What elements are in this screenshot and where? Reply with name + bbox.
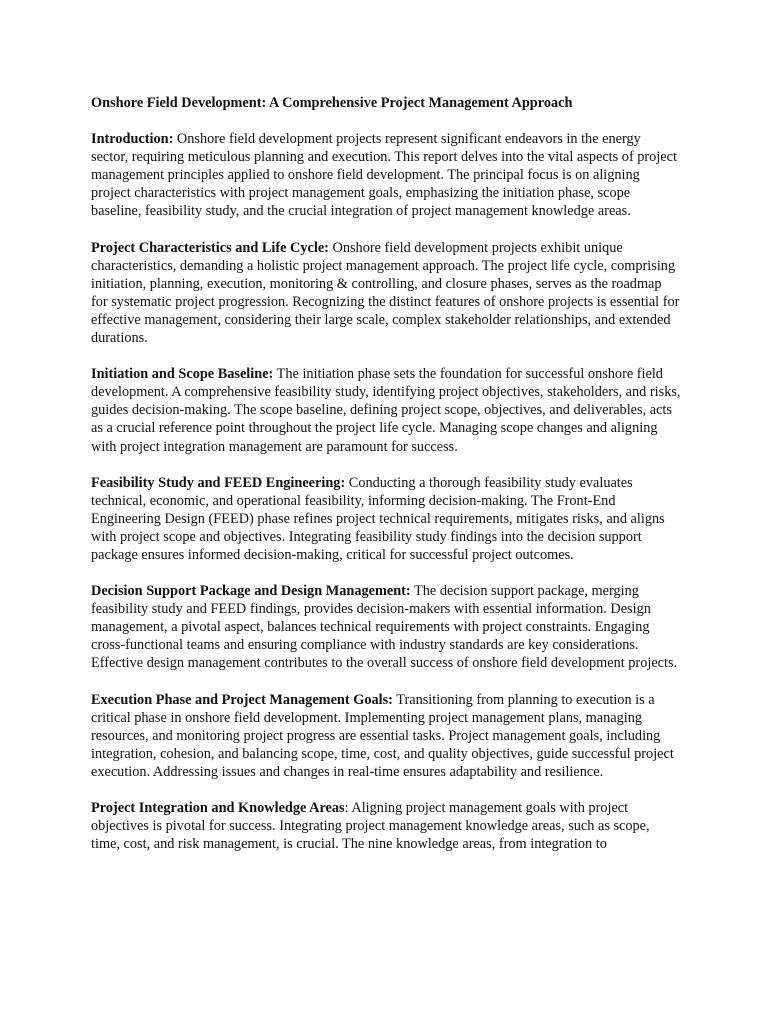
section-initiation-scope <box>91 365 681 455</box>
section-body: Onshore field development projects exhibit unique characteristics, demanding a holistic project management approach. The project life cycle, comprising initiation, planning, execution, monitoring & controlling, and closure phases, serves as the roadmap for systematic project progression. Recognizing the distinct features of onshore projects is essential for effective management, considering their large scale, complex stakeholder relationships, and extended durations. <box>91 239 680 347</box>
section-body: The initiation phase sets the foundation for successful onshore field development. A comprehensive feasibility study, identifying project objectives, stakeholders, and risks, guides decision-making. The scope baseline, defining project scope, objectives, and deliverables, acts as a crucial reference point throughout the project life cycle. Managing scope changes and aligning with project integration management are paramount for success. <box>91 366 681 455</box>
section-body: : Aligning project management goals with project objectives is pivotal for success. Integrating project management knowledge areas, such as scope, time, cost, and risk management, is crucial. The nine knowledge areas, from integration to <box>91 800 650 853</box>
section-heading: Project Characteristics and Life Cycle: <box>91 239 329 256</box>
section-body: Onshore field development projects represent significant endeavors in the energy sector, requiring meticulous planning and execution. This report delves into the vital aspects of project management principles applied to onshore field development. The principal focus is on aligning project characteristics with project management goals, emphasizing the initiation phase, scope baseline, feasibility study, and the crucial integration of project management knowledge areas. <box>91 131 677 220</box>
section-heading: Project Integration and Knowledge Areas <box>91 800 345 816</box>
section-introduction <box>91 130 681 220</box>
section-integration-knowledge <box>91 799 681 853</box>
section-body: The decision support package, merging feasibility study and FEED findings, provides decision-makers with essential information. Design management, a pivotal aspect, balances technical requirements with project constraints. Engaging cross-functional teams and ensuring compliance with industry standards are key considerations. Effective design management contributes to the overall success of onshore field development projects. <box>91 583 678 672</box>
section-execution-phase <box>91 691 681 781</box>
section-heading: Initiation and Scope Baseline: <box>91 366 274 383</box>
document-title: Onshore Field Development: A Comprehensive Project Management Approach <box>91 95 573 111</box>
document-page <box>91 94 681 871</box>
section-project-characteristics <box>91 239 681 348</box>
section-heading: Execution Phase and Project Management Goals: <box>91 691 393 708</box>
section-heading: Introduction: <box>91 131 174 148</box>
section-body: Conducting a thorough feasibility study evaluates technical, economic, and operational feasibility, informing decision-making. The Front-End Engineering Design (FEED) phase refines project technical requirements, mitigates risks, and aligns with project scope and objectives. Integrating feasibility study findings into the decision support package ensures informed decision-making, critical for successful project outcomes. <box>91 474 665 563</box>
section-feasibility-feed <box>91 474 681 564</box>
section-body: Transitioning from planning to execution is a critical phase in onshore field development. Implementing project management plans, managing resources, and monitoring project progress are essential tasks. Project management goals, including integration, cohesion, and balancing scope, time, cost, and quality objectives, guide successful project execution. Addressing issues and changes in real-time ensures adaptability and resilience. <box>91 691 674 780</box>
section-decision-support <box>91 582 681 672</box>
section-heading: Feasibility Study and FEED Engineering: <box>91 474 346 491</box>
section-heading: Decision Support Package and Design Management: <box>91 583 411 600</box>
